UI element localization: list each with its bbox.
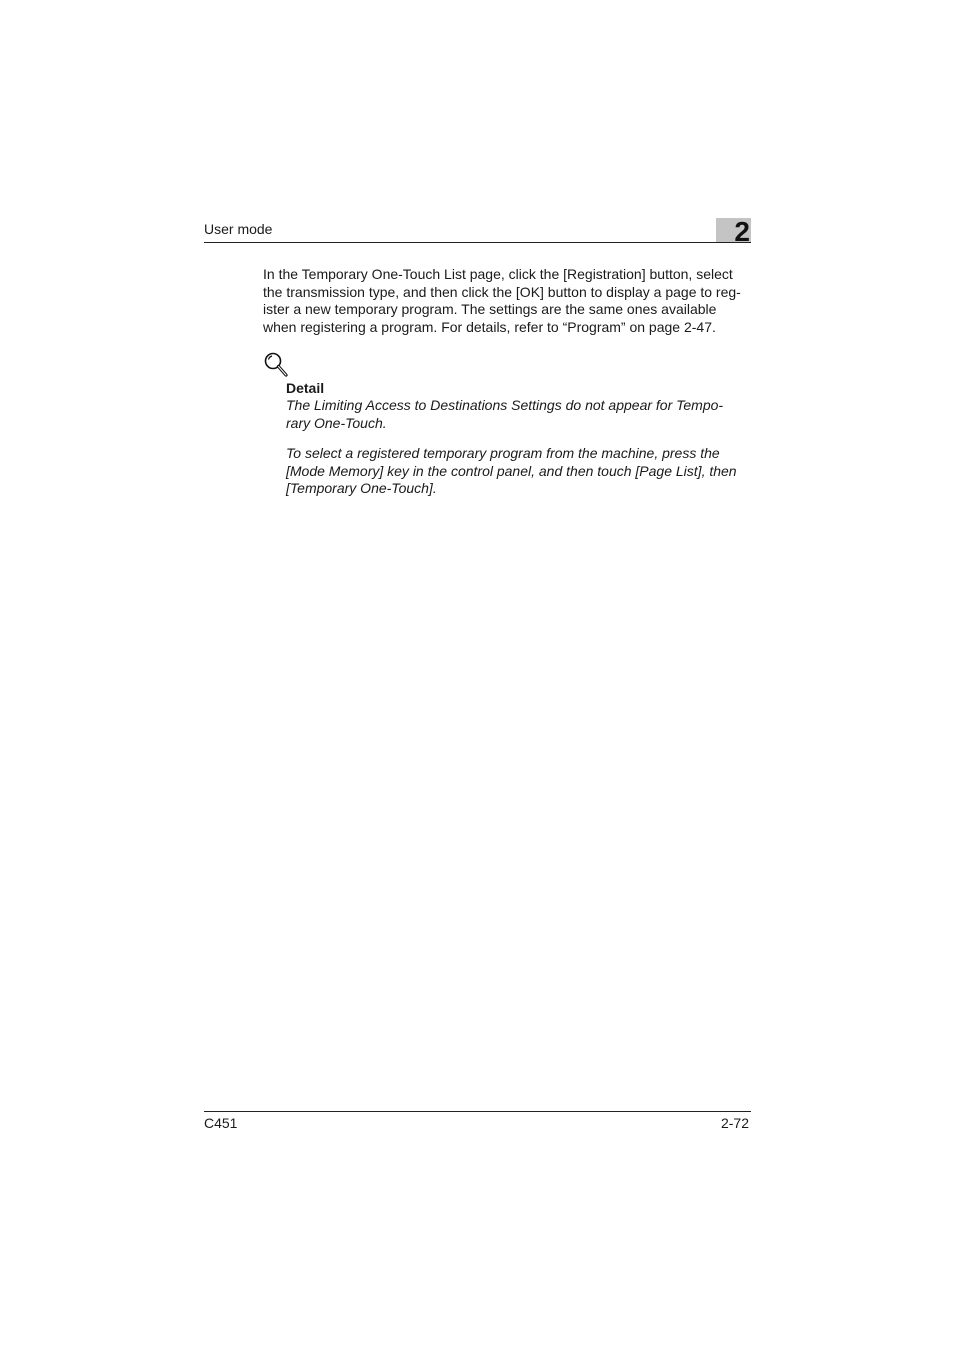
body-line: when registering a program. For details, refer to “Program” on page 2-47.	[263, 318, 716, 335]
footer-page-number: 2-72	[720, 1115, 749, 1131]
body-line: In the Temporary One-Touch List page, click the [Registration] button, select	[263, 266, 733, 282]
detail-note	[286, 445, 751, 498]
chapter-badge	[716, 216, 751, 247]
header-section-title: User mode	[204, 221, 273, 237]
detail-heading: Detail	[286, 380, 325, 396]
body-line: ister a new temporary program. The settings are the same ones available	[263, 301, 717, 317]
magnifier-icon	[263, 351, 289, 379]
header-divider	[204, 242, 751, 243]
footer-divider	[204, 1111, 751, 1112]
body-line: the transmission type, and then click the [OK] button to display a page to reg-	[263, 283, 741, 300]
note-line: To select a registered temporary program from the machine, press the	[286, 445, 720, 461]
note-line: The Limiting Access to Destinations Settings do not appear for Tempo-	[286, 397, 724, 413]
chapter-number: 2	[734, 216, 750, 247]
note-line: [Mode Memory] key in the control panel, and then touch [Page List], then	[286, 462, 737, 479]
body-paragraph	[263, 266, 751, 336]
note-line: rary One-Touch.	[286, 414, 387, 431]
detail-note	[286, 397, 751, 432]
footer-model: C451	[204, 1115, 238, 1131]
note-line: [Temporary One-Touch].	[286, 480, 437, 496]
